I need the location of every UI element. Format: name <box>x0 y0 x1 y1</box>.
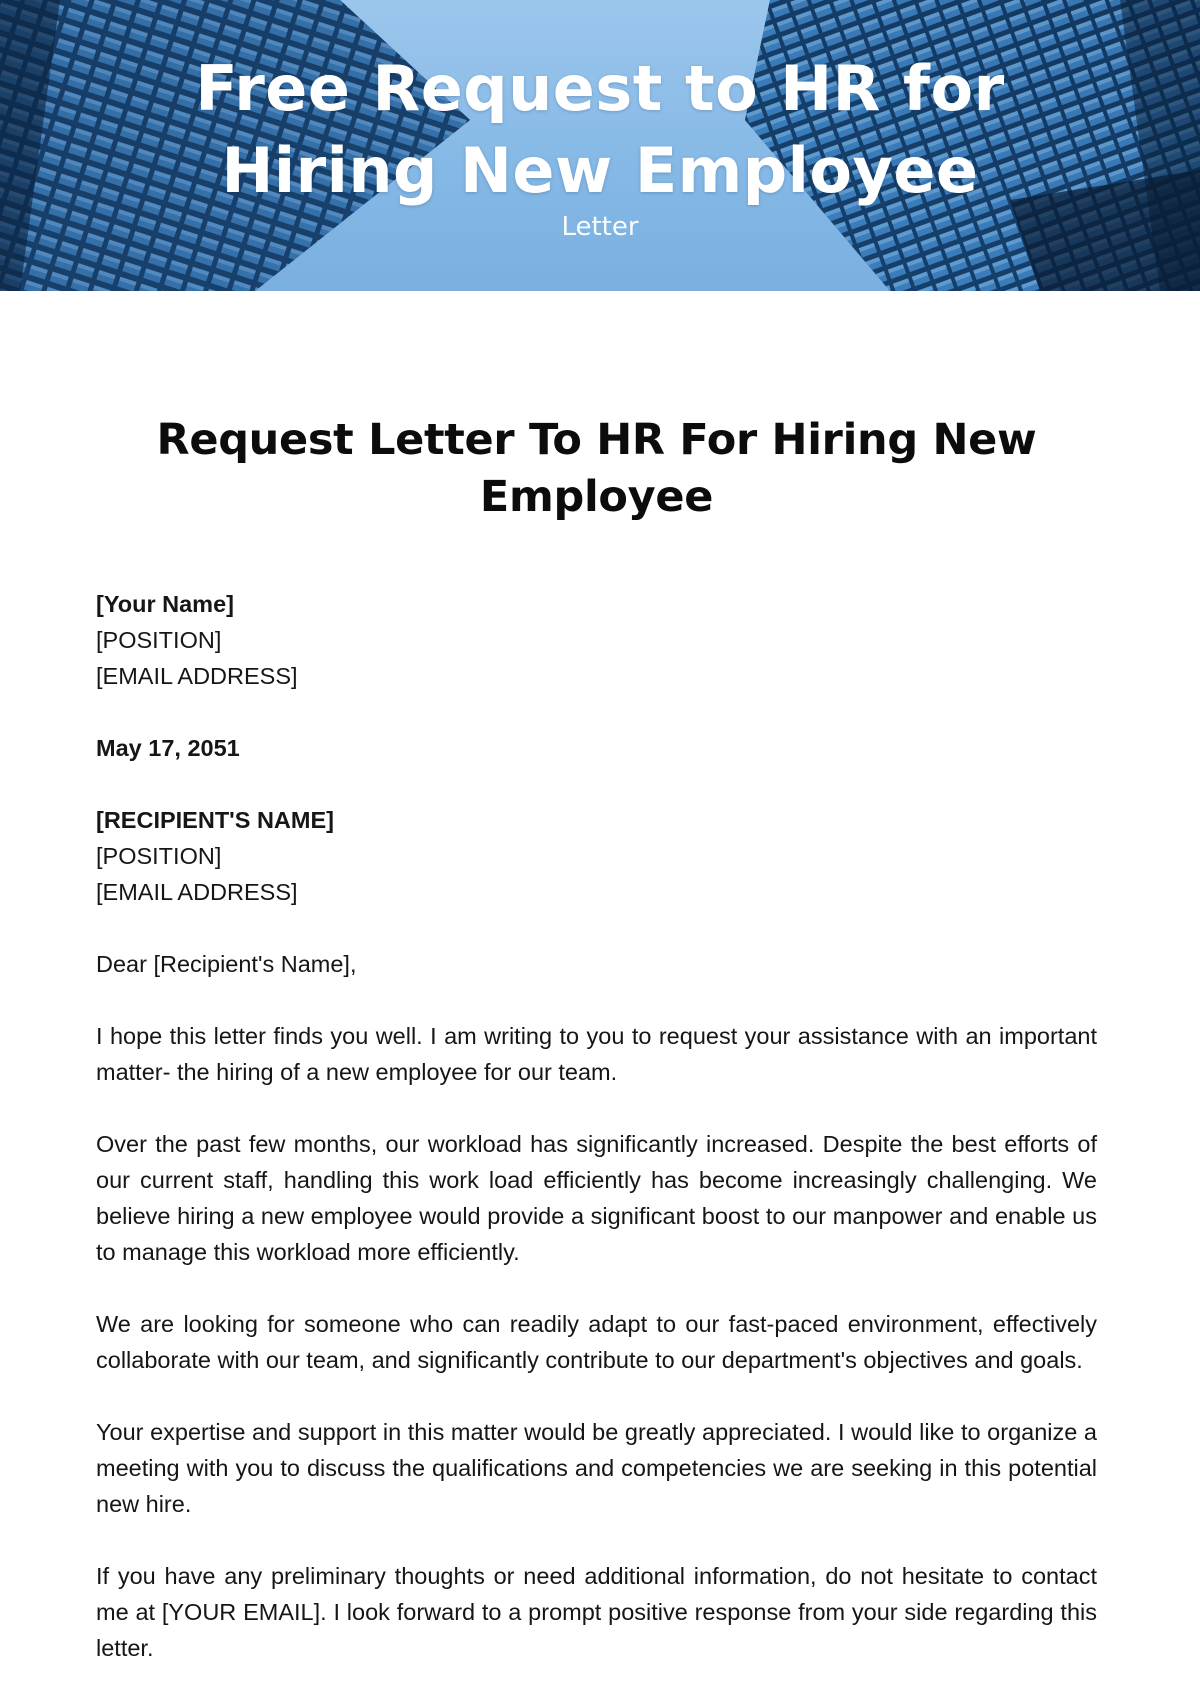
banner-title-line-1: Free Request to HR for <box>195 52 1005 125</box>
letter-body <box>96 586 1097 1666</box>
sender-block <box>96 586 1097 694</box>
letter-date: May 17, 2051 <box>96 735 240 761</box>
sender-position: [POSITION] <box>96 627 222 653</box>
recipient-email: [EMAIL ADDRESS] <box>96 879 298 905</box>
salutation: Dear [Recipient's Name], <box>96 951 357 977</box>
letter-document <box>96 412 1097 1702</box>
header-banner <box>0 0 1200 291</box>
paragraph-3: We are looking for someone who can readily adapt to our fast-paced environment, effectively collaborate with our team, and significantly contribute to our department's objectives and goals. <box>96 1311 1097 1373</box>
paragraph-4: Your expertise and support in this matter would be greatly appreciated. I would like to organize a meeting with you to discuss the qualifications and competencies we are seeking in this potential new hire. <box>96 1419 1097 1517</box>
recipient-name: [RECIPIENT'S NAME] <box>96 807 334 833</box>
banner-title-line-2: Hiring New Employee <box>221 134 979 207</box>
recipient-position: [POSITION] <box>96 843 222 869</box>
document-title <box>96 412 1097 526</box>
paragraph-2: Over the past few months, our workload has significantly increased. Despite the best efforts of our current staff, handling this work load efficiently has become increasingly challenging. We believe hiring a new employee would provide a significant boost to our manpower and enable us to manage this workload more efficiently. <box>96 1131 1097 1265</box>
banner-subtitle: Letter <box>561 212 639 242</box>
sender-email: [EMAIL ADDRESS] <box>96 663 298 689</box>
date-block <box>96 730 1097 766</box>
sender-name: [Your Name] <box>96 591 234 617</box>
paragraph-1: I hope this letter finds you well. I am writing to you to request your assistance with an important matter- the hiring of a new employee for our team. <box>96 1023 1097 1085</box>
document-title-line-2: Employee <box>479 472 714 522</box>
document-title-line-1: Request Letter To HR For Hiring New <box>156 415 1037 465</box>
recipient-block <box>96 802 1097 910</box>
banner-title <box>0 48 1200 212</box>
paragraph-5: If you have any preliminary thoughts or need additional information, do not hesitate to contact me at [YOUR EMAIL]. I look forward to a prompt positive response from your side regarding this letter. <box>96 1563 1097 1661</box>
